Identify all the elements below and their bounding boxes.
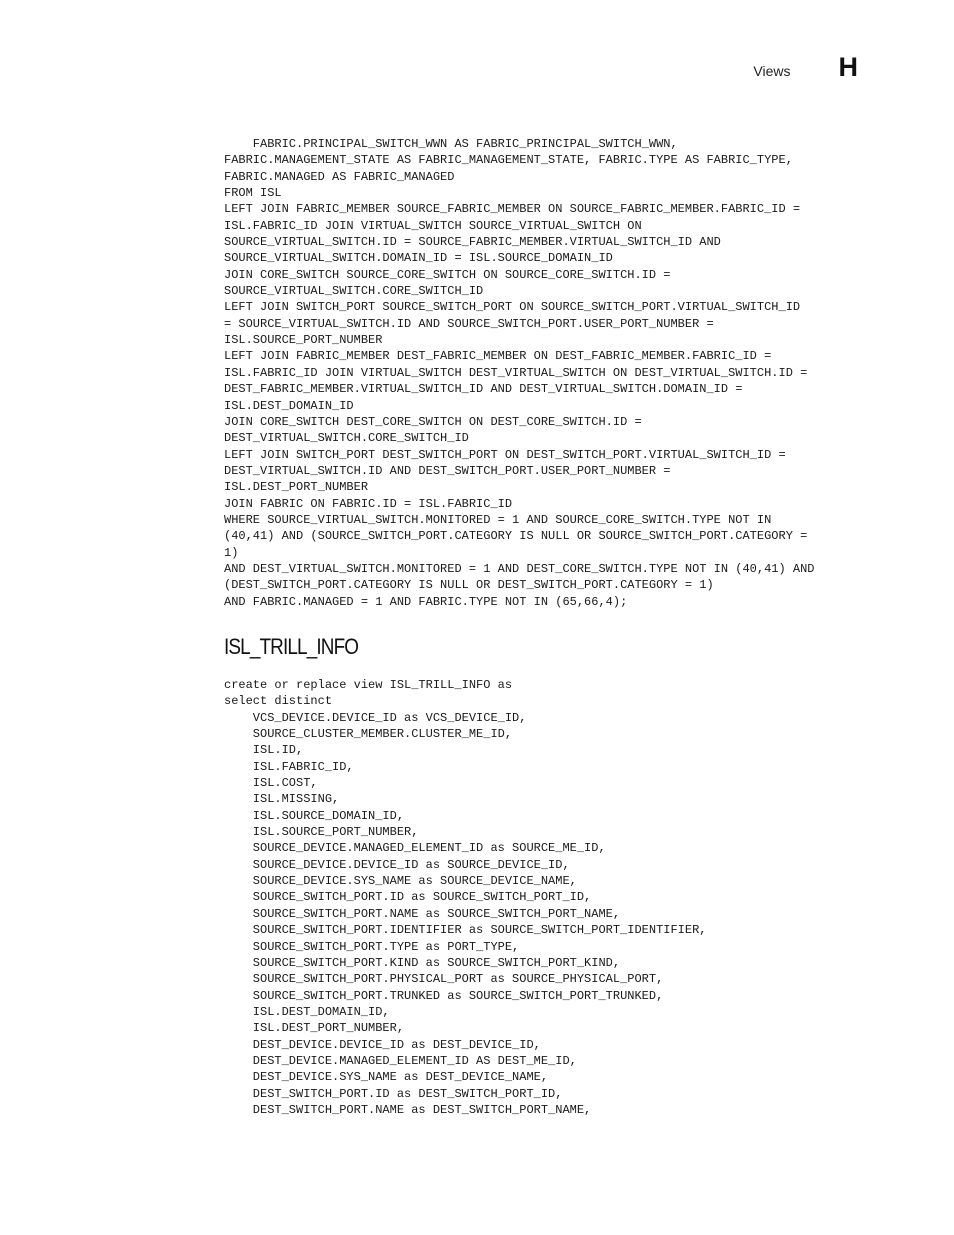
code-line: SOURCE_SWITCH_PORT.IDENTIFIER as SOURCE_SWITCH_PORT_IDENTIFIER,	[224, 923, 707, 938]
code-line: FABRIC.PRINCIPAL_SWITCH_WWN AS FABRIC_PRINCIPAL_SWITCH_WWN,	[224, 137, 678, 151]
code-line: ISL.SOURCE_PORT_NUMBER	[224, 333, 383, 348]
code-line: ISL.SOURCE_PORT_NUMBER,	[224, 825, 419, 840]
code-line: DEST_DEVICE.MANAGED_ELEMENT_ID AS DEST_ME_ID,	[224, 1053, 577, 1068]
code-line: (40,41) AND (SOURCE_SWITCH_PORT.CATEGORY IS NULL OR SOURCE_SWITCH_PORT.CATEGORY =	[224, 529, 808, 544]
code-line: SOURCE_VIRTUAL_SWITCH.CORE_SWITCH_ID	[224, 284, 484, 299]
code-line: ISL.FABRIC_ID JOIN VIRTUAL_SWITCH DEST_VIRTUAL_SWITCH ON DEST_VIRTUAL_SWITCH.ID =	[224, 365, 808, 380]
code-line: LEFT JOIN FABRIC_MEMBER SOURCE_FABRIC_MEMBER ON SOURCE_FABRIC_MEMBER.FABRIC_ID =	[224, 202, 801, 217]
code-line: JOIN CORE_SWITCH SOURCE_CORE_SWITCH ON SOURCE_CORE_SWITCH.ID =	[224, 267, 671, 282]
running-header-section: Views	[753, 63, 791, 79]
code-line: DEST_SWITCH_PORT.NAME as DEST_SWITCH_PORT_NAME,	[224, 1102, 592, 1117]
code-line: ISL.FABRIC_ID,	[224, 759, 354, 774]
page-header	[753, 52, 858, 83]
code-line: (DEST_SWITCH_PORT.CATEGORY IS NULL OR DEST_SWITCH_PORT.CATEGORY = 1)	[224, 578, 714, 593]
code-line: ISL.COST,	[224, 776, 318, 791]
code-line: DEST_DEVICE.DEVICE_ID as DEST_DEVICE_ID,	[224, 1037, 541, 1052]
code-line: = SOURCE_VIRTUAL_SWITCH.ID AND SOURCE_SWITCH_PORT.USER_PORT_NUMBER =	[224, 316, 714, 331]
code-line: ISL.SOURCE_DOMAIN_ID,	[224, 808, 405, 823]
code-line: select distinct	[224, 694, 333, 709]
code-line: JOIN FABRIC ON FABRIC.ID = ISL.FABRIC_ID	[224, 496, 513, 511]
code-line: ISL.FABRIC_ID JOIN VIRTUAL_SWITCH SOURCE_VIRTUAL_SWITCH ON	[224, 218, 642, 233]
code-line: SOURCE_VIRTUAL_SWITCH.ID = SOURCE_FABRIC_MEMBER.VIRTUAL_SWITCH_ID AND	[224, 235, 721, 250]
code-line: SOURCE_CLUSTER_MEMBER.CLUSTER_ME_ID,	[224, 727, 513, 742]
code-line: AND FABRIC.MANAGED = 1 AND FABRIC.TYPE NOT IN (65,66,4);	[224, 594, 628, 609]
code-line: DEST_VIRTUAL_SWITCH.CORE_SWITCH_ID	[224, 431, 469, 446]
appendix-letter: H	[838, 52, 858, 82]
code-line: ISL.DEST_PORT_NUMBER	[224, 480, 369, 495]
code-line: FABRIC.MANAGEMENT_STATE AS FABRIC_MANAGEMENT_STATE, FABRIC.TYPE AS FABRIC_TYPE,	[224, 153, 793, 168]
sql-code-block-isl-trill-info	[224, 677, 706, 1118]
code-line: ISL.DEST_PORT_NUMBER,	[224, 1021, 405, 1036]
code-line: SOURCE_SWITCH_PORT.ID as SOURCE_SWITCH_PORT_ID,	[224, 890, 592, 905]
code-line: SOURCE_SWITCH_PORT.KIND as SOURCE_SWITCH_PORT_KIND,	[224, 955, 621, 970]
code-line: ISL.DEST_DOMAIN_ID,	[224, 1004, 390, 1019]
code-line: SOURCE_DEVICE.DEVICE_ID as SOURCE_DEVICE_ID,	[224, 857, 570, 872]
code-line: DEST_FABRIC_MEMBER.VIRTUAL_SWITCH_ID AND DEST_VIRTUAL_SWITCH.DOMAIN_ID =	[224, 382, 743, 397]
code-line: DEST_SWITCH_PORT.ID as DEST_SWITCH_PORT_ID,	[224, 1086, 563, 1101]
code-line: SOURCE_SWITCH_PORT.PHYSICAL_PORT as SOURCE_PHYSICAL_PORT,	[224, 972, 664, 987]
code-line: ISL.ID,	[224, 743, 304, 758]
code-line: FABRIC.MANAGED AS FABRIC_MANAGED	[224, 169, 455, 184]
code-line: create or replace view ISL_TRILL_INFO as	[224, 678, 513, 692]
sql-code-block-continued	[224, 136, 815, 610]
code-line: WHERE SOURCE_VIRTUAL_SWITCH.MONITORED = 1 AND SOURCE_CORE_SWITCH.TYPE NOT IN	[224, 512, 772, 527]
code-line: SOURCE_DEVICE.MANAGED_ELEMENT_ID as SOURCE_ME_ID,	[224, 841, 606, 856]
code-line: LEFT JOIN FABRIC_MEMBER DEST_FABRIC_MEMBER ON DEST_FABRIC_MEMBER.FABRIC_ID =	[224, 349, 772, 364]
code-line: LEFT JOIN SWITCH_PORT DEST_SWITCH_PORT ON DEST_SWITCH_PORT.VIRTUAL_SWITCH_ID =	[224, 447, 786, 462]
code-line: SOURCE_SWITCH_PORT.NAME as SOURCE_SWITCH_PORT_NAME,	[224, 906, 621, 921]
code-line: FROM ISL	[224, 186, 282, 201]
section-heading: ISL_TRILL_INFO	[224, 634, 359, 659]
code-line: AND DEST_VIRTUAL_SWITCH.MONITORED = 1 AND DEST_CORE_SWITCH.TYPE NOT IN (40,41) AND	[224, 561, 815, 576]
code-line: DEST_VIRTUAL_SWITCH.ID AND DEST_SWITCH_PORT.USER_PORT_NUMBER =	[224, 463, 671, 478]
code-line: SOURCE_SWITCH_PORT.TRUNKED as SOURCE_SWITCH_PORT_TRUNKED,	[224, 988, 664, 1003]
code-line: SOURCE_DEVICE.SYS_NAME as SOURCE_DEVICE_NAME,	[224, 874, 577, 889]
code-line: 1)	[224, 545, 239, 560]
code-line: ISL.DEST_DOMAIN_ID	[224, 398, 354, 413]
code-line: VCS_DEVICE.DEVICE_ID as VCS_DEVICE_ID,	[224, 710, 527, 725]
code-line: JOIN CORE_SWITCH DEST_CORE_SWITCH ON DEST_CORE_SWITCH.ID =	[224, 414, 642, 429]
code-line: SOURCE_SWITCH_PORT.TYPE as PORT_TYPE,	[224, 939, 520, 954]
code-line: DEST_DEVICE.SYS_NAME as DEST_DEVICE_NAME,	[224, 1070, 549, 1085]
code-line: ISL.MISSING,	[224, 792, 340, 807]
code-line: SOURCE_VIRTUAL_SWITCH.DOMAIN_ID = ISL.SOURCE_DOMAIN_ID	[224, 251, 613, 266]
code-line: LEFT JOIN SWITCH_PORT SOURCE_SWITCH_PORT ON SOURCE_SWITCH_PORT.VIRTUAL_SWITCH_ID	[224, 300, 801, 315]
